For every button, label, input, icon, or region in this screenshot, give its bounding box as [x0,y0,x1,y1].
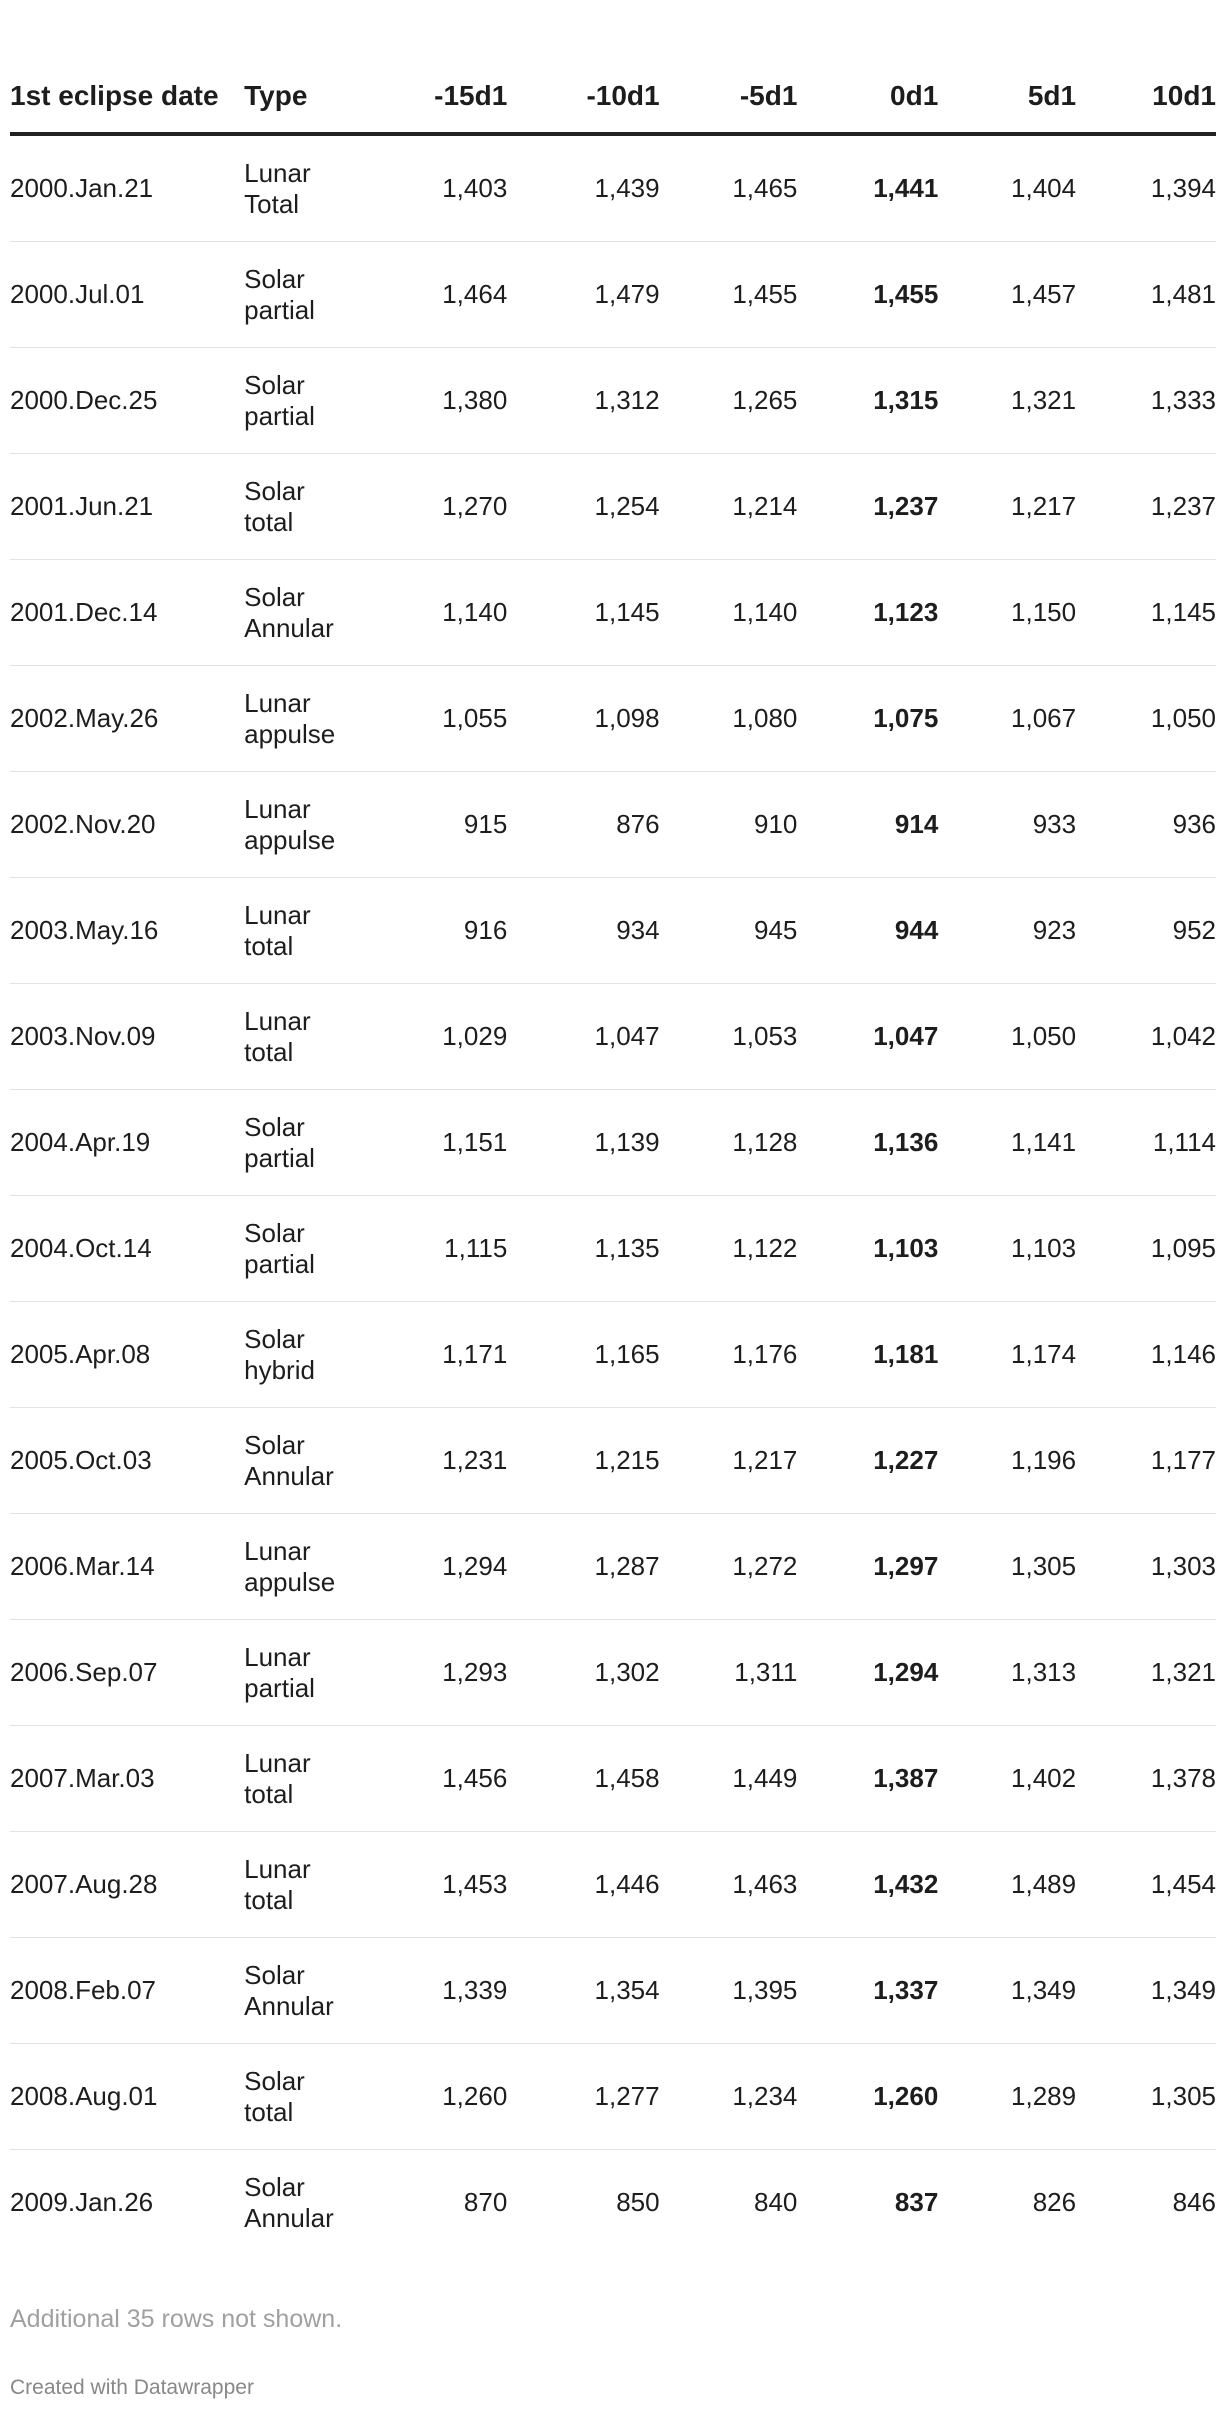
cell-value-minus10d1: 1,458 [507,1726,659,1832]
column-header-minus10d1[interactable]: -10d1 [507,78,659,134]
cell-value-minus10d1: 1,165 [507,1302,659,1408]
cell-type [244,1832,399,1938]
cell-type [244,984,399,1090]
cell-value-minus15d1: 916 [400,878,508,984]
cell-value-5d1: 1,141 [938,1090,1076,1196]
cell-value-minus15d1: 1,270 [400,454,508,560]
type-body: Lunar [244,1853,311,1884]
cell-date: 2005.Apr.08 [10,1302,244,1408]
data-table-container [10,78,1216,2255]
type-body: Solar [244,1323,305,1354]
cell-value-5d1: 923 [938,878,1076,984]
cell-value-minus15d1: 1,171 [400,1302,508,1408]
table-row [10,772,1216,878]
type-kind: partial [244,294,315,325]
type-kind: total [244,1036,294,1067]
type-body: Solar [244,1111,305,1142]
cell-date: 2006.Sep.07 [10,1620,244,1726]
type-body: Solar [244,2065,305,2096]
cell-value-minus5d1: 1,214 [660,454,798,560]
cell-value-minus10d1: 1,446 [507,1832,659,1938]
cell-value-5d1: 1,457 [938,242,1076,348]
type-kind: partial [244,1672,315,1703]
type-kind: partial [244,400,315,431]
cell-value-minus15d1: 1,456 [400,1726,508,1832]
cell-value-minus15d1: 1,380 [400,348,508,454]
cell-type [244,1938,399,2044]
cell-value-10d1: 1,378 [1076,1726,1216,1832]
table-row [10,1620,1216,1726]
table-row [10,878,1216,984]
cell-value-minus15d1: 1,140 [400,560,508,666]
column-header-type[interactable]: Type [244,78,399,134]
cell-value-0d1: 1,136 [797,1090,938,1196]
cell-value-5d1: 1,217 [938,454,1076,560]
cell-value-minus15d1: 1,294 [400,1514,508,1620]
type-kind: total [244,506,294,537]
cell-type [244,772,399,878]
type-kind: Total [244,188,300,219]
eclipse-table [10,78,1216,2255]
cell-type [244,1726,399,1832]
cell-value-0d1: 1,181 [797,1302,938,1408]
cell-date: 2006.Mar.14 [10,1514,244,1620]
cell-date: 2000.Jul.01 [10,242,244,348]
type-kind: total [244,1778,294,1809]
cell-date: 2003.Nov.09 [10,984,244,1090]
cell-value-minus5d1: 1,128 [660,1090,798,1196]
cell-value-0d1: 1,075 [797,666,938,772]
cell-value-0d1: 1,387 [797,1726,938,1832]
cell-value-5d1: 1,321 [938,348,1076,454]
cell-value-minus10d1: 1,302 [507,1620,659,1726]
table-row [10,454,1216,560]
cell-type [244,1620,399,1726]
cell-value-minus5d1: 1,176 [660,1302,798,1408]
cell-type [244,1090,399,1196]
cell-value-minus10d1: 1,479 [507,242,659,348]
cell-value-5d1: 1,313 [938,1620,1076,1726]
cell-value-minus5d1: 1,053 [660,984,798,1090]
column-header-0d1[interactable]: 0d1 [797,78,938,134]
cell-value-minus10d1: 1,354 [507,1938,659,2044]
type-body: Lunar [244,157,311,188]
cell-date: 2002.May.26 [10,666,244,772]
cell-value-0d1: 837 [894,2187,939,2217]
table-row [10,242,1216,348]
cell-value-10d1: 1,394 [1076,134,1216,242]
cell-value-minus10d1: 1,047 [507,984,659,1090]
cell-value-5d1: 1,103 [938,1196,1076,1302]
cell-date: 2004.Oct.14 [10,1196,244,1302]
cell-value-minus10d1: 1,287 [507,1514,659,1620]
cell-value-10d1: 1,454 [1076,1832,1216,1938]
cell-value-5d1: 1,196 [938,1408,1076,1514]
cell-value-0d1: 1,337 [797,1938,938,2044]
type-kind: appulse [244,1566,336,1597]
cell-date: 2007.Mar.03 [10,1726,244,1832]
column-header-minus15d1[interactable]: -15d1 [400,78,508,134]
cell-value-0d1: 1,237 [797,454,938,560]
cell-value-minus5d1: 1,455 [660,242,798,348]
cell-value-minus5d1: 1,272 [660,1514,798,1620]
type-body: Lunar [244,1005,311,1036]
type-body: Solar [244,1959,305,1990]
cell-value-5d1: 1,402 [938,1726,1076,1832]
cell-value-minus5d1: 1,395 [660,1938,798,2044]
type-kind: total [244,2096,294,2127]
cell-value-10d1: 1,237 [1076,454,1216,560]
cell-value-5d1: 1,050 [938,984,1076,1090]
cell-type [244,1408,399,1514]
cell-value-minus15d1: 1,231 [400,1408,508,1514]
cell-value-minus5d1: 1,217 [660,1408,798,1514]
table-row [10,1090,1216,1196]
cell-value-0d1: 1,103 [797,1196,938,1302]
table-row [10,1726,1216,1832]
cell-value-0d1: 1,315 [797,348,938,454]
cell-type [244,134,399,242]
cell-value-10d1: 1,095 [1076,1196,1216,1302]
cell-value-minus10d1: 1,277 [507,2044,659,2150]
cell-date: 2002.Nov.20 [10,772,244,878]
cell-value-5d1: 1,067 [938,666,1076,772]
cell-value-10d1: 1,305 [1076,2044,1216,2150]
type-body: Lunar [244,793,311,824]
cell-value-10d1: 1,146 [1076,1302,1216,1408]
datawrapper-credit[interactable]: Created with Datawrapper [10,2376,254,2399]
cell-value-10d1: 1,321 [1076,1620,1216,1726]
cell-value-10d1: 1,303 [1076,1514,1216,1620]
cell-date: 2007.Aug.28 [10,1832,244,1938]
cell-date: 2000.Jan.21 [10,134,244,242]
cell-value-5d1: 1,404 [938,134,1076,242]
cell-value-10d1: 936 [1076,772,1216,878]
type-kind: partial [244,1248,315,1279]
column-header-minus5d1[interactable]: -5d1 [660,78,798,134]
cell-type [244,560,399,666]
cell-value-minus5d1: 1,449 [660,1726,798,1832]
cell-value-minus15d1: 870 [463,2187,508,2217]
cell-value-0d1: 1,047 [797,984,938,1090]
cell-type [244,878,399,984]
table-row [10,2150,1216,2256]
type-body: Solar [244,1217,305,1248]
cell-value-minus5d1: 1,234 [660,2044,798,2150]
cell-value-minus15d1: 1,453 [400,1832,508,1938]
cell-type [244,1514,399,1620]
cell-value-minus5d1: 945 [660,878,798,984]
type-kind: Annular [244,612,334,643]
type-kind: appulse [244,718,336,749]
table-row [10,1938,1216,2044]
cell-value-minus10d1: 934 [507,878,659,984]
cell-date: 2009.Jan.26 [10,2187,154,2217]
header-row [10,78,1216,134]
cell-date: 2001.Jun.21 [10,454,244,560]
cell-date: 2004.Apr.19 [10,1090,244,1196]
table-row [10,348,1216,454]
type-kind: Annular [244,1460,334,1491]
type-kind: total [244,930,294,961]
type-body: Solar [244,1429,305,1460]
cell-value-minus5d1: 1,080 [660,666,798,772]
cell-value-minus10d1: 1,145 [507,560,659,666]
cell-type [244,2044,399,2150]
cell-value-5d1: 1,174 [938,1302,1076,1408]
cell-value-minus5d1: 1,265 [660,348,798,454]
cell-value-minus5d1: 910 [660,772,798,878]
cell-value-5d1: 933 [938,772,1076,878]
cell-value-minus10d1: 1,139 [507,1090,659,1196]
cell-value-5d1: 826 [1032,2187,1077,2217]
cell-type [244,348,399,454]
cell-value-minus5d1: 840 [754,2187,798,2217]
cell-value-5d1: 1,150 [938,560,1076,666]
cell-value-0d1: 1,227 [797,1408,938,1514]
cell-value-5d1: 1,289 [938,2044,1076,2150]
cell-value-0d1: 914 [797,772,938,878]
cell-value-0d1: 1,455 [797,242,938,348]
cell-type [244,666,399,772]
cell-value-5d1: 1,489 [938,1832,1076,1938]
cell-value-0d1: 1,297 [797,1514,938,1620]
type-kind: hybrid [244,1354,315,1385]
cell-value-minus10d1: 1,312 [507,348,659,454]
cell-value-minus5d1: 1,140 [660,560,798,666]
cell-value-10d1: 1,349 [1076,1938,1216,2044]
cell-date: 2005.Oct.03 [10,1408,244,1514]
cell-value-minus5d1: 1,465 [660,134,798,242]
cell-value-minus15d1: 1,260 [400,2044,508,2150]
cell-value-10d1: 1,114 [1076,1090,1216,1196]
cell-type [244,454,399,560]
cell-value-minus10d1: 1,098 [507,666,659,772]
cell-type [244,2150,399,2256]
type-body: Solar [244,2171,305,2202]
type-kind: total [244,1884,294,1915]
cell-date: 2000.Dec.25 [10,348,244,454]
type-body: Lunar [244,687,311,718]
table-row [10,1408,1216,1514]
cell-value-minus15d1: 1,403 [400,134,508,242]
type-kind: partial [244,1142,315,1173]
cell-value-10d1: 952 [1076,878,1216,984]
cell-value-0d1: 1,432 [797,1832,938,1938]
cell-date: 2008.Aug.01 [10,2044,244,2150]
type-kind: appulse [244,824,336,855]
table-row [10,134,1216,242]
cell-value-10d1: 846 [1172,2187,1216,2217]
type-kind: Annular [244,2202,334,2233]
table-row [10,1514,1216,1620]
cell-value-minus10d1: 1,254 [507,454,659,560]
type-body: Solar [244,263,305,294]
cell-value-minus15d1: 1,293 [400,1620,508,1726]
rows-not-shown-note: Additional 35 rows not shown. [10,2305,343,2333]
cell-value-10d1: 1,333 [1076,348,1216,454]
type-body: Solar [244,581,305,612]
cell-value-0d1: 1,441 [797,134,938,242]
type-body: Lunar [244,1535,311,1566]
column-header-10d1[interactable]: 10d1 [1076,78,1216,134]
table-row [10,1832,1216,1938]
cell-value-0d1: 1,123 [797,560,938,666]
cell-value-10d1: 1,050 [1076,666,1216,772]
cell-value-5d1: 1,305 [938,1514,1076,1620]
cell-date: 2001.Dec.14 [10,560,244,666]
cell-value-minus5d1: 1,463 [660,1832,798,1938]
cell-value-minus10d1: 1,135 [507,1196,659,1302]
cell-type [244,242,399,348]
table-row [10,1302,1216,1408]
cell-value-minus15d1: 1,115 [400,1196,508,1302]
cell-value-10d1: 1,042 [1076,984,1216,1090]
cell-value-minus15d1: 915 [400,772,508,878]
cell-date: 2008.Feb.07 [10,1938,244,2044]
cell-value-0d1: 1,294 [797,1620,938,1726]
cell-value-10d1: 1,177 [1076,1408,1216,1514]
cell-value-0d1: 1,260 [797,2044,938,2150]
cell-value-minus10d1: 1,215 [507,1408,659,1514]
table-row [10,2044,1216,2150]
table-body [10,134,1216,2255]
type-body: Solar [244,475,305,506]
cell-date: 2003.May.16 [10,878,244,984]
cell-value-minus5d1: 1,311 [660,1620,798,1726]
type-body: Solar [244,369,305,400]
cell-value-10d1: 1,145 [1076,560,1216,666]
type-kind: Annular [244,1990,334,2021]
column-header-5d1[interactable]: 5d1 [938,78,1076,134]
cell-type [244,1302,399,1408]
column-header-date[interactable]: 1st eclipse date [10,78,244,134]
cell-value-minus15d1: 1,339 [400,1938,508,2044]
type-body: Lunar [244,1641,311,1672]
cell-value-minus15d1: 1,151 [400,1090,508,1196]
table-row [10,1196,1216,1302]
cell-value-minus10d1: 876 [507,772,659,878]
cell-value-minus10d1: 1,439 [507,134,659,242]
cell-value-5d1: 1,349 [938,1938,1076,2044]
cell-value-minus15d1: 1,055 [400,666,508,772]
table-row [10,984,1216,1090]
cell-value-minus15d1: 1,029 [400,984,508,1090]
cell-value-minus5d1: 1,122 [660,1196,798,1302]
cell-value-minus15d1: 1,464 [400,242,508,348]
type-body: Lunar [244,899,311,930]
cell-value-0d1: 944 [797,878,938,984]
cell-value-10d1: 1,481 [1076,242,1216,348]
table-row [10,560,1216,666]
type-body: Lunar [244,1747,311,1778]
table-row [10,666,1216,772]
cell-type [244,1196,399,1302]
cell-value-minus10d1: 850 [616,2187,660,2217]
